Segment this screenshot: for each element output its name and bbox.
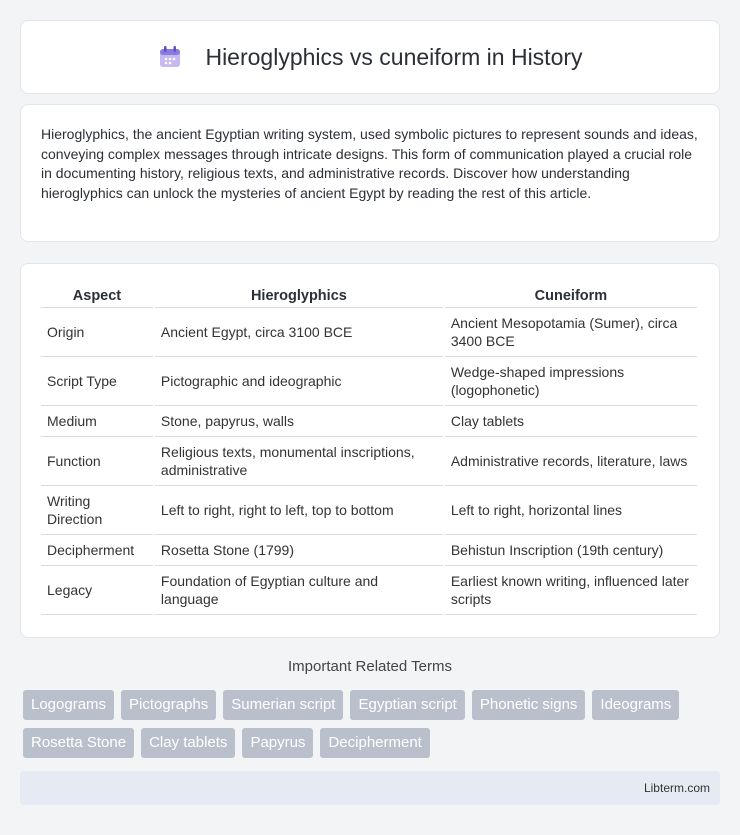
table-cell: Left to right, right to left, top to bottom	[155, 486, 443, 535]
table-cell: Decipherment	[41, 535, 153, 566]
comparison-table	[39, 284, 699, 615]
table-cell: Medium	[41, 406, 153, 437]
calendar-icon	[157, 44, 183, 70]
related-terms-title: Important Related Terms	[288, 658, 452, 675]
tag-egyptian-script[interactable]: Egyptian script	[350, 690, 464, 720]
tag-phonetic-signs[interactable]: Phonetic signs	[472, 690, 586, 720]
table-cell: Administrative records, literature, laws	[445, 437, 697, 486]
table-header-aspect: Aspect	[41, 284, 153, 308]
table-row	[41, 406, 697, 437]
tag-pictographs[interactable]: Pictographs	[121, 690, 216, 720]
tag-papyrus[interactable]: Papyrus	[242, 728, 313, 758]
table-cell: Pictographic and ideographic	[155, 357, 443, 406]
page-title: Hieroglyphics vs cuneiform in History	[205, 43, 583, 70]
intro-text: Hieroglyphics, the ancient Egyptian writing system, used symbolic pictures to represent sounds and ideas, conveying complex messages through intricate designs. This form of communication played a crucial role in documenting history, religious texts, and administrative records. Discover how understanding hieroglyphics can unlock the mysteries of ancient Egypt by reading the rest of this article.	[41, 126, 698, 201]
table-cell: Origin	[41, 308, 153, 357]
tag-decipherment[interactable]: Decipherment	[320, 728, 429, 758]
table-cell: Wedge-shaped impressions (logophonetic)	[445, 357, 697, 406]
table-cell: Religious texts, monumental inscriptions, administrative	[155, 437, 443, 486]
table-row	[41, 566, 697, 615]
related-terms-list	[23, 690, 723, 758]
tag-clay-tablets[interactable]: Clay tablets	[141, 728, 235, 758]
table-row	[41, 308, 697, 357]
tag-logograms[interactable]: Logograms	[23, 690, 114, 720]
table-cell: Foundation of Egyptian culture and language	[155, 566, 443, 615]
table-cell: Legacy	[41, 566, 153, 615]
table-cell: Writing Direction	[41, 486, 153, 535]
table-row	[41, 486, 697, 535]
table-cell: Script Type	[41, 357, 153, 406]
table-cell: Ancient Egypt, circa 3100 BCE	[155, 308, 443, 357]
intro-card	[20, 104, 720, 242]
table-cell: Stone, papyrus, walls	[155, 406, 443, 437]
table-cell: Earliest known writing, influenced later scripts	[445, 566, 697, 615]
footer	[20, 771, 720, 805]
tag-rosetta-stone[interactable]: Rosetta Stone	[23, 728, 134, 758]
table-row	[41, 535, 697, 566]
comparison-table-card	[20, 263, 720, 638]
table-cell: Clay tablets	[445, 406, 697, 437]
table-cell: Rosetta Stone (1799)	[155, 535, 443, 566]
table-row	[41, 437, 697, 486]
tag-ideograms[interactable]: Ideograms	[592, 690, 679, 720]
table-cell: Ancient Mesopotamia (Sumer), circa 3400 BCE	[445, 308, 697, 357]
header-card	[20, 20, 720, 94]
table-row	[41, 357, 697, 406]
table-header-cuneiform: Cuneiform	[445, 284, 697, 308]
table-header-hieroglyphics: Hieroglyphics	[155, 284, 443, 308]
footer-link[interactable]: Libterm.com	[643, 781, 710, 795]
table-cell: Function	[41, 437, 153, 486]
table-cell: Behistun Inscription (19th century)	[445, 535, 697, 566]
table-cell: Left to right, horizontal lines	[445, 486, 697, 535]
tag-sumerian-script[interactable]: Sumerian script	[223, 690, 343, 720]
